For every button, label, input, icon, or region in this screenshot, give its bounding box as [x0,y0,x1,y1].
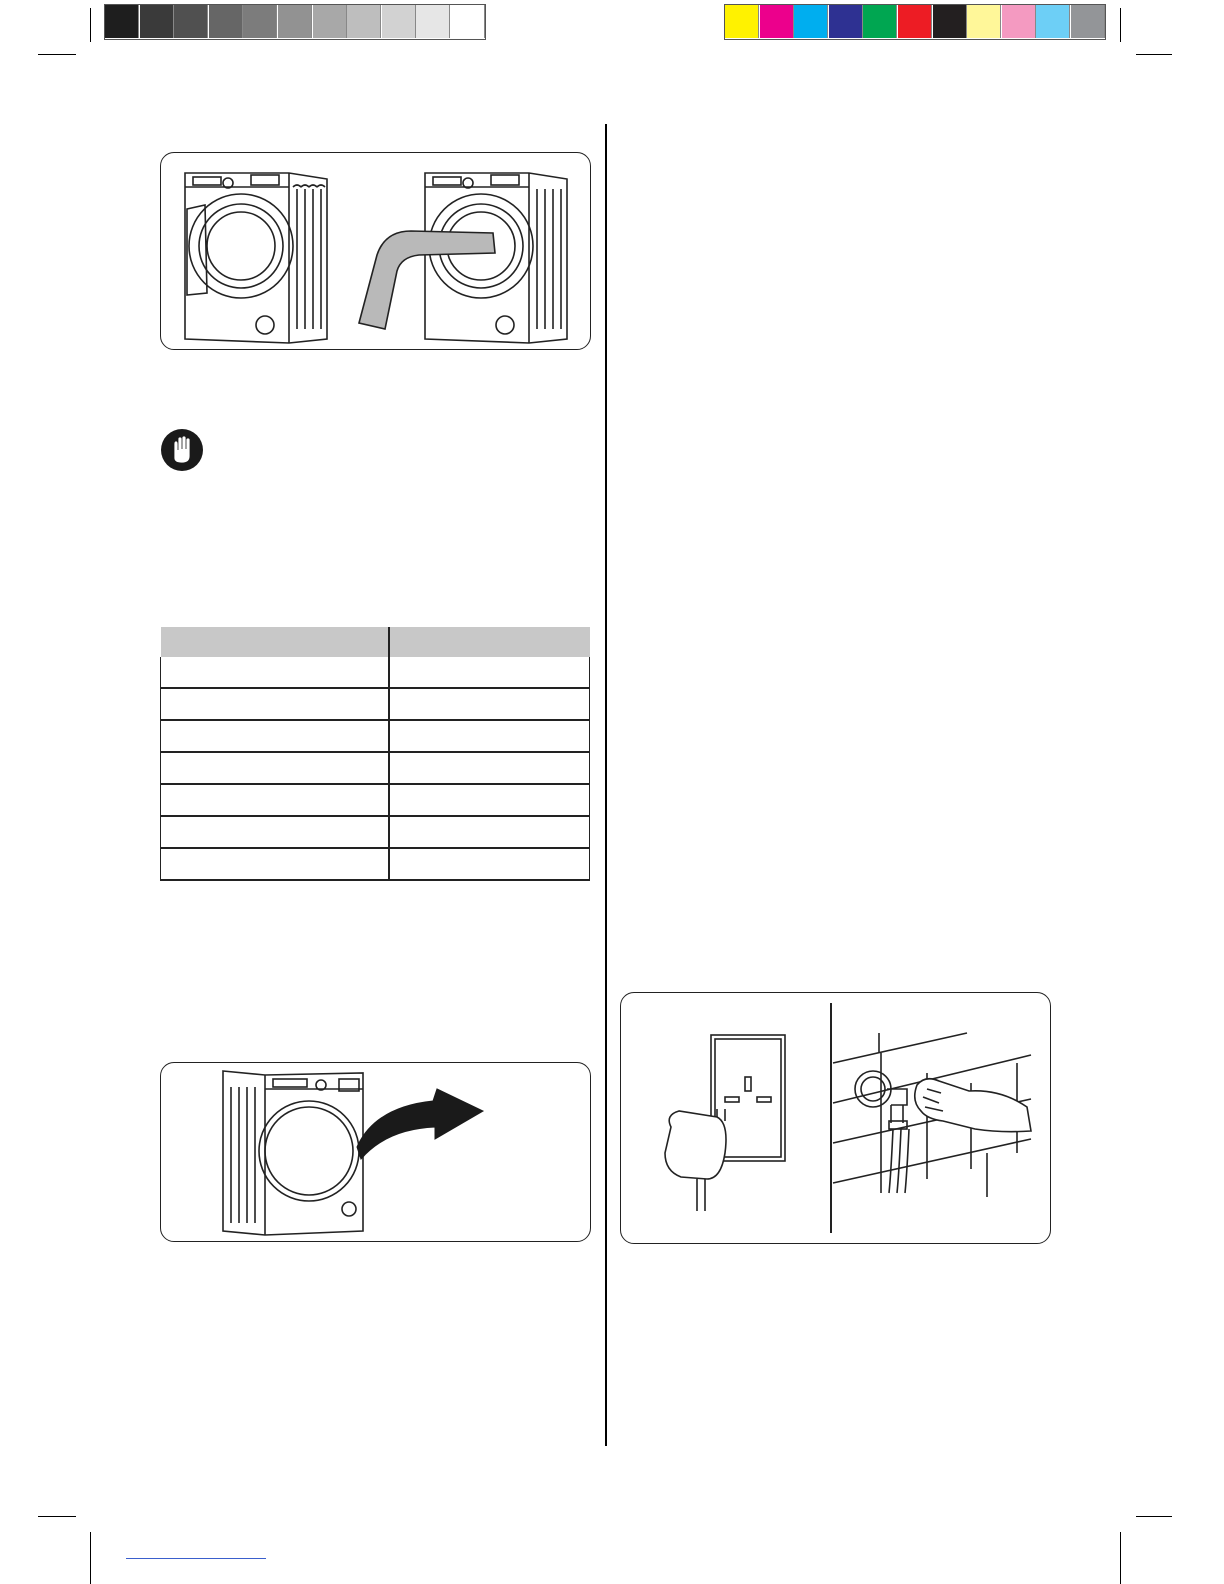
table-row [161,720,590,752]
illustration-panel-door-hose [160,152,591,350]
table-cell [389,657,590,688]
color-swatch [863,5,897,38]
color-swatch [1002,5,1036,38]
color-swatch [313,5,347,38]
plug-and-tap-illustration [621,993,1052,1245]
washing-machine-illustration [161,153,592,351]
grayscale-bar [104,4,486,40]
color-swatch [416,5,450,38]
column-divider [605,124,607,1446]
table-row [161,688,590,720]
crop-mark [38,54,76,55]
color-swatch [898,5,932,38]
table-cell [161,657,389,688]
color-swatch [725,5,759,38]
table-cell [389,720,590,752]
color-swatch [140,5,174,38]
table-cell [389,752,590,784]
crop-mark [1136,54,1172,55]
hand-stop-icon [160,428,204,472]
table-row [161,816,590,848]
crop-mark [38,1516,76,1517]
table-cell [161,688,389,720]
color-swatch [933,5,967,38]
color-swatch [243,5,277,38]
table-cell [389,784,590,816]
color-swatch [760,5,794,38]
color-bar [724,4,1106,40]
color-swatch [174,5,208,38]
table-cell [389,816,590,848]
color-swatch [967,5,1001,38]
table-cell [161,784,389,816]
illustration-panel-unplug-tap [620,992,1051,1244]
color-swatch [451,5,485,38]
color-swatch [105,5,139,38]
illustration-panel-close-door [160,1062,591,1242]
table-cell [161,720,389,752]
spec-table [160,627,590,881]
color-swatch [382,5,416,38]
table-row [161,657,590,688]
table-cell [161,816,389,848]
table-row [161,784,590,816]
color-swatch [829,5,863,38]
spec-header-cell [161,627,389,657]
color-swatch [1036,5,1070,38]
table-row [161,752,590,784]
crop-mark [90,1532,91,1584]
footer-link-underline [126,1558,266,1559]
spec-header-cell [389,627,590,657]
table-cell [389,848,590,880]
washing-machine-arrow-illustration [161,1063,592,1243]
table-row [161,848,590,880]
crop-mark [1136,1516,1172,1517]
table-cell [161,848,389,880]
table-cell [161,752,389,784]
color-swatch [347,5,381,38]
color-swatch [278,5,312,38]
spec-table-header [161,627,590,657]
table-cell [389,688,590,720]
color-swatch [794,5,828,38]
color-swatch [1071,5,1105,38]
crop-mark [1120,8,1121,42]
crop-mark [90,8,91,42]
color-swatch [209,5,243,38]
crop-mark [1120,1532,1121,1584]
